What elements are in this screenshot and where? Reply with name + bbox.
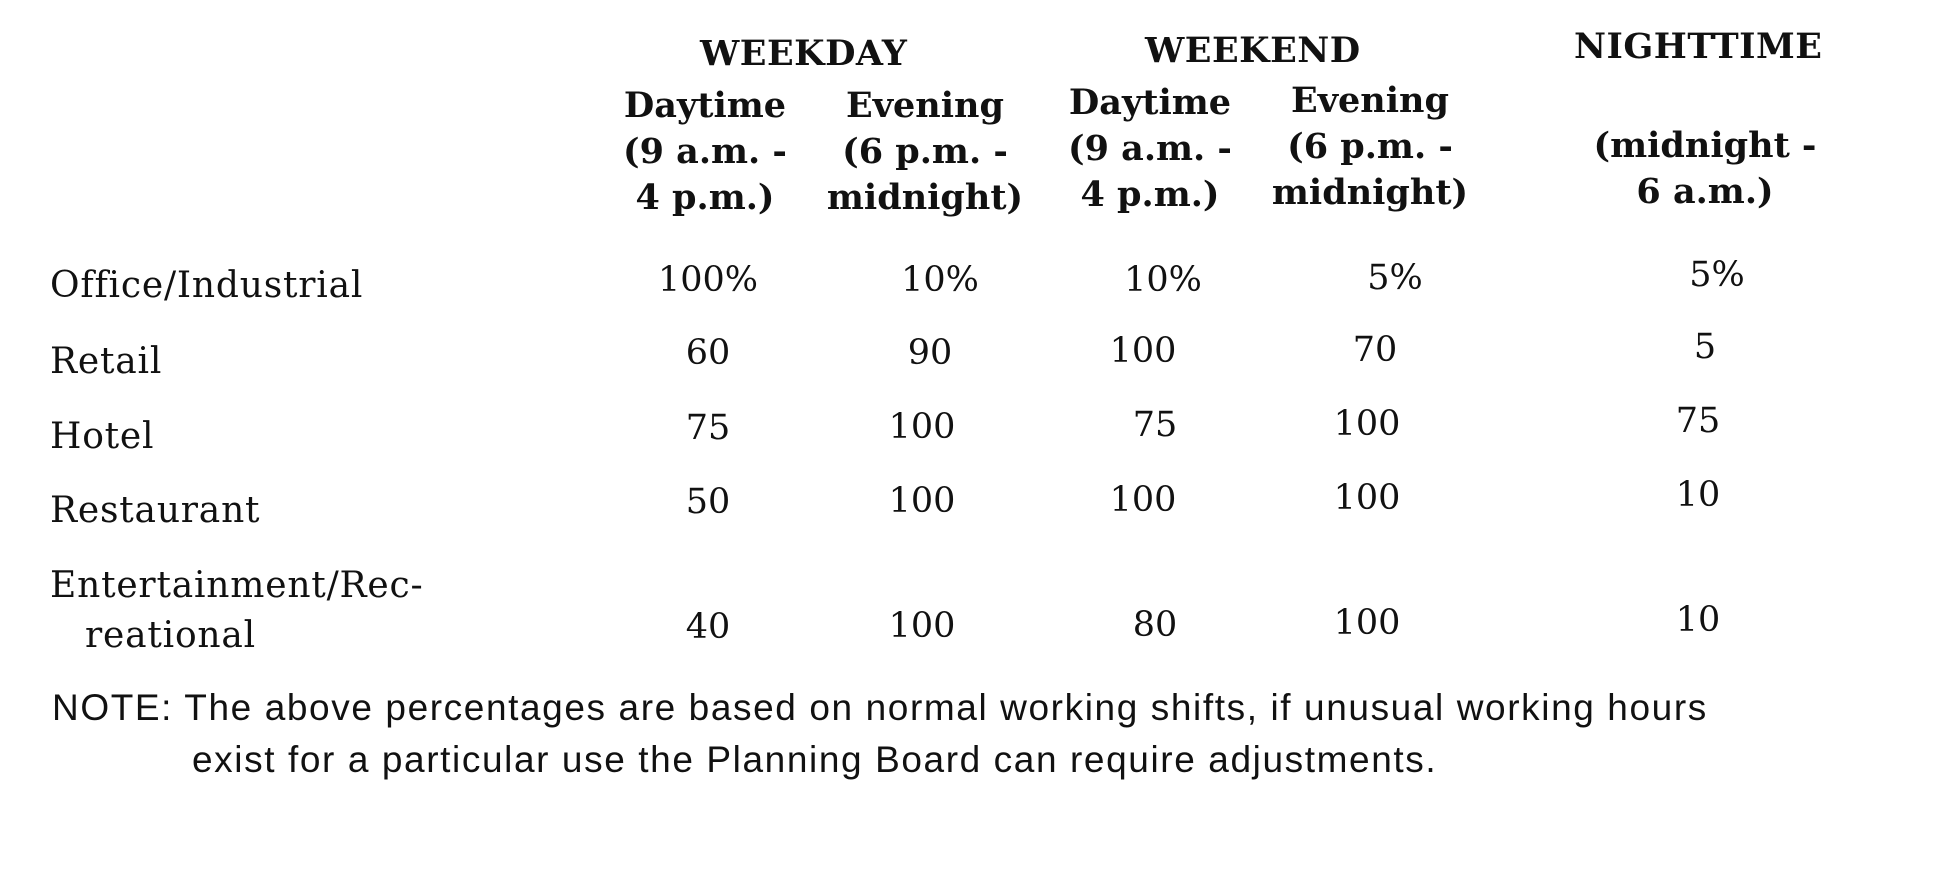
weekday-daytime-heading [610,83,800,221]
cell-retail-nighttime: 5 [1693,327,1717,367]
footnote-line-2: exist for a particular use the Planning Board can require adjustments. [192,739,1438,780]
cell-hotel-weekend-evening: 100 [1333,404,1401,444]
heading-line: midnight) [1271,172,1469,213]
footnote-line-1: NOTE: The above percentages are based on normal working shifts, if unusual working hours [52,687,1708,728]
heading-line: (6 p.m. - [1287,126,1453,167]
cell-office-weekend-daytime: 10% [1124,260,1202,300]
row-label-entertainment-line2: reational [85,615,256,656]
row-label-hotel: Hotel [50,416,155,457]
row-label-retail: Retail [50,341,163,382]
cell-restaurant-weekend-evening: 100 [1333,478,1401,518]
cell-office-weekend-evening: 5% [1367,258,1423,298]
weekend-daytime-heading [1055,80,1245,218]
cell-retail-weekend-daytime: 100 [1109,331,1177,371]
cell-retail-weekday-daytime: 60 [685,333,731,373]
cell-entertainment-nighttime: 10 [1675,600,1721,640]
heading-line: 4 p.m.) [1080,174,1220,215]
cell-hotel-weekday-daytime: 75 [685,408,731,448]
heading-line: 6 a.m.) [1636,171,1774,212]
heading-line: midnight) [826,177,1024,218]
footnote [52,682,1708,786]
heading-line: (9 a.m. - [1068,128,1232,169]
cell-office-weekday-daytime: 100% [657,260,759,300]
cell-restaurant-nighttime: 10 [1675,475,1721,515]
heading-line: Evening [1291,80,1449,121]
cell-hotel-weekend-daytime: 75 [1132,405,1178,445]
cell-restaurant-weekend-daytime: 100 [1109,480,1177,520]
row-label-office-industrial: Office/Industrial [50,265,364,306]
cell-restaurant-weekday-evening: 100 [888,481,956,521]
row-label-entertainment-line1: Entertainment/Rec- [50,565,424,606]
weekday-heading: WEEKDAY [700,33,908,74]
cell-entertainment-weekend-evening: 100 [1333,603,1401,643]
nighttime-heading-range [1580,123,1830,215]
heading-line: (midnight - [1593,125,1817,166]
cell-office-nighttime: 5% [1689,255,1745,295]
cell-office-weekday-evening: 10% [901,260,979,300]
cell-entertainment-weekday-daytime: 40 [685,607,731,647]
heading-line: Daytime [623,85,787,126]
heading-line: (6 p.m. - [842,131,1008,172]
row-label-restaurant: Restaurant [50,490,261,531]
cell-entertainment-weekday-evening: 100 [888,606,956,646]
heading-line: Daytime [1068,82,1232,123]
weekday-evening-heading [820,83,1030,221]
weekend-evening-heading [1265,78,1475,216]
heading-line: 4 p.m.) [635,177,775,218]
cell-entertainment-weekend-daytime: 80 [1132,605,1178,645]
cell-hotel-weekday-evening: 100 [888,407,956,447]
heading-line: (9 a.m. - [623,131,787,172]
cell-hotel-nighttime: 75 [1675,401,1721,441]
heading-line: Evening [846,85,1004,126]
cell-restaurant-weekday-daytime: 50 [685,482,731,522]
cell-retail-weekday-evening: 90 [907,333,953,373]
cell-retail-weekend-evening: 70 [1352,330,1398,370]
nighttime-heading: NIGHTTIME [1574,26,1823,67]
weekend-heading: WEEKEND [1145,30,1361,71]
